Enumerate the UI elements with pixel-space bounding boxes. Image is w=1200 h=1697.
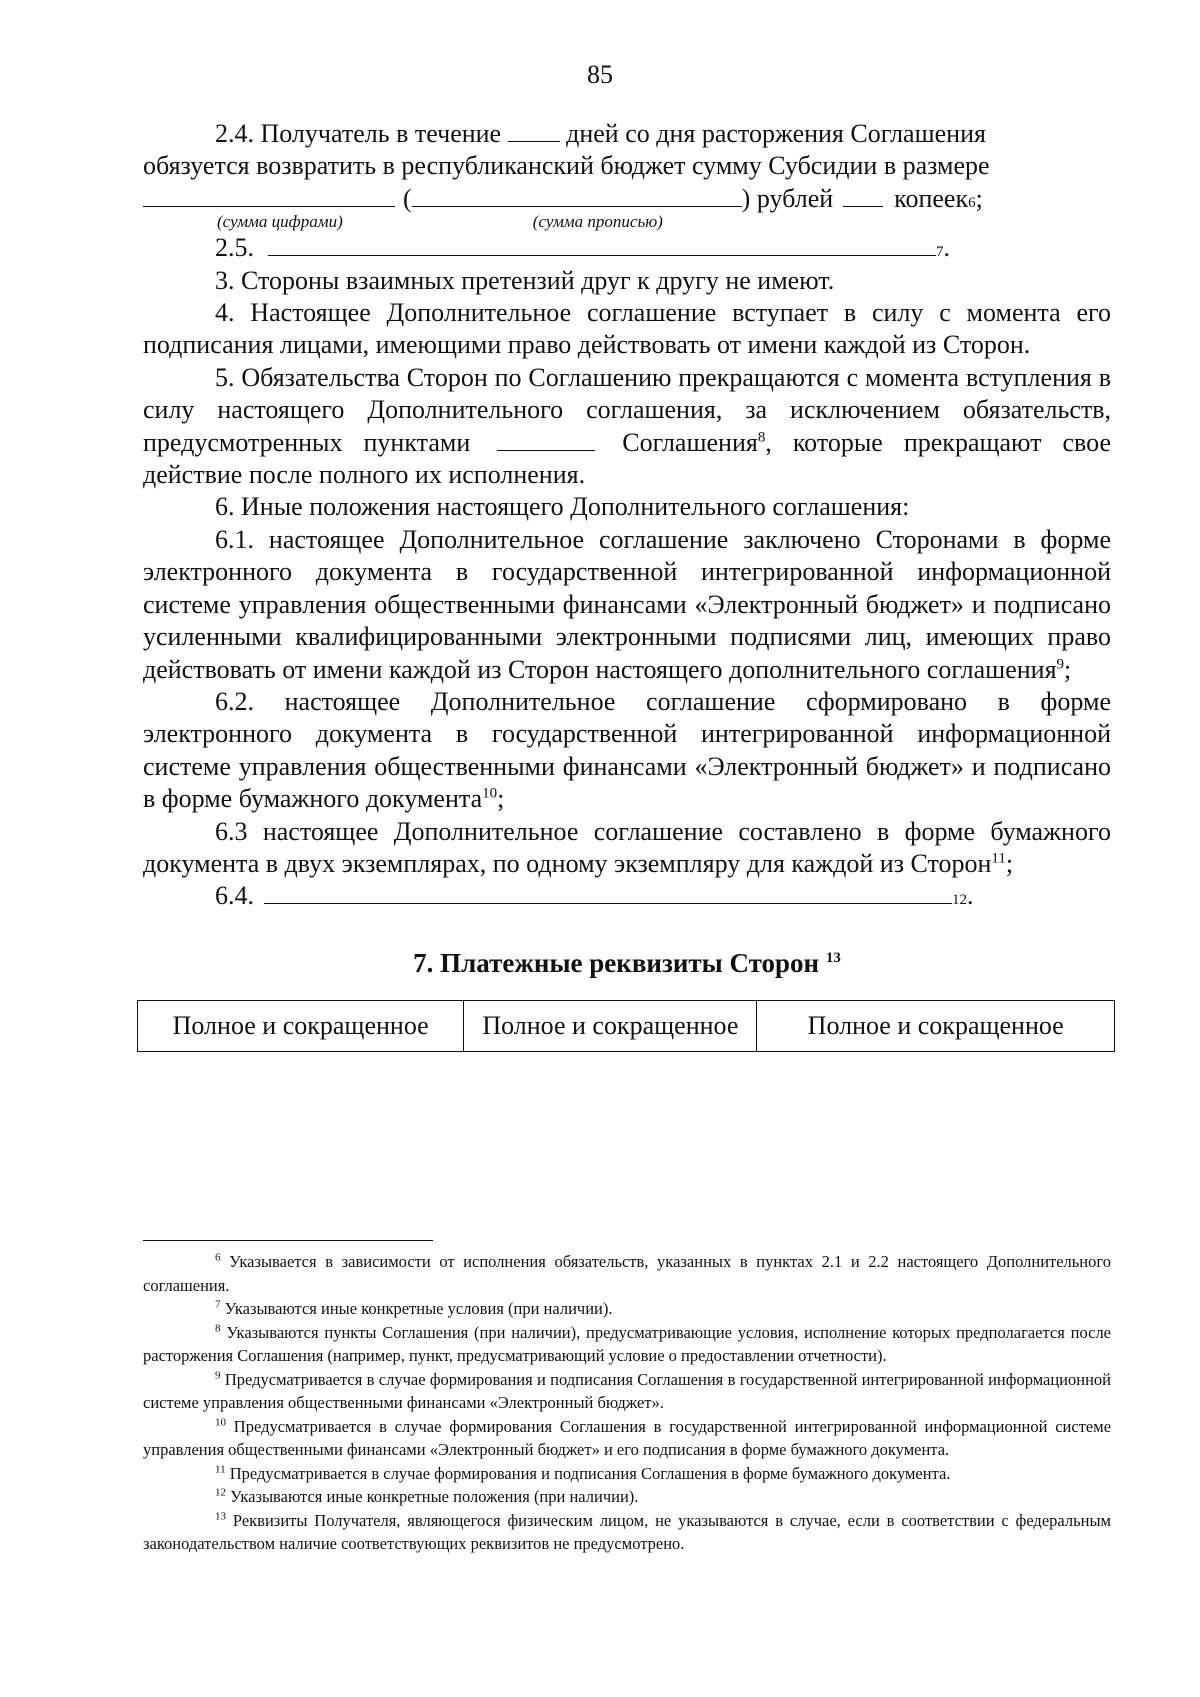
- document-body: [143, 118, 1111, 1052]
- footnote-9: $^9$ Предусматривается в случае формирования и подписания Соглашения в государственной интегрированной информационной системе управления общественными финансами «Электронный бюджет».: [143, 1369, 1112, 1412]
- footnotes: [143, 1250, 1111, 1556]
- clause-2-4-line-1: 2.4. Получатель в течение дней со дня расторжения Соглашения: [215, 119, 986, 148]
- clause-2-4-line-3: ( ) рублей копеек 6 ;: [143, 183, 1111, 215]
- blank-days-field[interactable]: [508, 119, 560, 142]
- table-header-cell: Полное и сокращенное: [464, 1000, 757, 1051]
- footnote-12: $^{12}$ Указываются иные конкретные положения (при наличии).: [215, 1486, 639, 1506]
- table-header-cell: Полное и сокращенное: [757, 1000, 1115, 1051]
- clause-4: 4. Настоящее Дополнительное соглашение вступает в силу с момента его подписания лицами, имеющими право действовать от имени каждой из Сторон.: [143, 298, 1111, 360]
- sum-captions: [143, 212, 1111, 232]
- clause-6: 6. Иные положения настоящего Дополнительного соглашения:: [215, 492, 910, 522]
- clause-5: 5. Обязательства Сторон по Соглашению прекращаются с момента вступления в силу настоящего Дополнительного соглашения, за исключением обязательств, предусмотренных пунктами Соглашения$^8$, которые прекращают свое действие после полного их исполнения.: [143, 362, 1111, 490]
- blank-sum-digits[interactable]: [143, 184, 395, 207]
- clause-3: 3. Стороны взаимных претензий друг к другу не имеют.: [215, 265, 835, 295]
- caption-sum-digits: (сумма цифрами): [217, 212, 343, 232]
- payment-requisites-table: [137, 1000, 1115, 1052]
- footnote-separator: [143, 1240, 433, 1241]
- section-7-heading: 7. Платежные реквизиты Сторон $^{13}$: [413, 947, 841, 978]
- blank-kopeek[interactable]: [843, 184, 883, 207]
- blank-clause-6-4[interactable]: [264, 881, 952, 904]
- footnote-7: $^7$ Указываются иные конкретные условия (при наличии).: [215, 1298, 613, 1318]
- page-number: 85: [587, 60, 613, 89]
- table-header-cell: Полное и сокращенное: [138, 1000, 464, 1051]
- footnote-6: $^6$ Указывается в зависимости от исполнения обязательств, указанных в пунктах 2.1 и 2.2 настоящего Дополнительного соглашения.: [143, 1251, 1111, 1295]
- blank-clause-5-items[interactable]: [497, 428, 595, 451]
- blank-clause-2-5[interactable]: [268, 233, 936, 256]
- clause-6-2: 6.2. настоящее Дополнительное соглашение сформировано в форме электронного документа в государственной интегрированной информационной системе управления общественными финансами «Электронный бюджет» и подписано в форме бумажного документа$^{10}$;: [143, 686, 1111, 814]
- footnote-ref-11: 11: [991, 850, 1006, 867]
- clause-2-5: 2.5. 7 .: [215, 233, 950, 263]
- footnote-8: $^8$ Указываются пункты Соглашения (при наличии), предусматривающие условия, исполнение которых предполагается после расторжения Соглашения (например, пункт, предусматривающий условие о предоставлении отчетности).: [143, 1322, 1112, 1365]
- footnote-11: $^{11}$ Предусматривается в случае формирования и подписания Соглашения в форме бумажного документа.: [215, 1463, 951, 1483]
- clause-6-4: 6.4. 12 .: [215, 881, 974, 911]
- footnote-10: $^{10}$ Предусматривается в случае формирования Соглашения в государственной интегрированной информационной системе управления общественными финансами «Электронный бюджет» и его подписания в форме бумажного документа.: [143, 1416, 1112, 1459]
- caption-sum-words: (сумма прописью): [532, 212, 663, 232]
- footnote-ref-10: 10: [482, 785, 498, 802]
- clause-6-1: 6.1. настоящее Дополнительное соглашение заключено Сторонами в форме электронного документа в государственной интегрированной информационной системе управления общественными финансами «Электронный бюджет» и подписано усиленными квалифицированными электронными подписями лиц, имеющих право действовать от имени каждой из Сторон настоящего дополнительного соглашения$^9$;: [143, 524, 1111, 684]
- table-row: [138, 1000, 1115, 1051]
- footnote-ref-8: 8: [757, 429, 766, 445]
- blank-sum-words[interactable]: [412, 184, 742, 207]
- clause-2-4-line-2: обязуется возвратить в республиканский бюджет сумму Субсидии в размере: [143, 151, 990, 181]
- footnote-ref-13: 13: [825, 949, 841, 966]
- footnote-13: $^{13}$ Реквизиты Получателя, являющегося физическим лицом, не указываются в случае, если в соответствии с федеральным законодательством наличие соответствующих реквизитов не предусмотрено.: [143, 1510, 1111, 1553]
- clause-6-3: 6.3 настоящее Дополнительное соглашение составлено в форме бумажного документа в двух экземплярах, по одному экземпляру для каждой из Сторон$^{11}$;: [143, 816, 1111, 878]
- footnote-ref-9: 9: [1056, 655, 1065, 672]
